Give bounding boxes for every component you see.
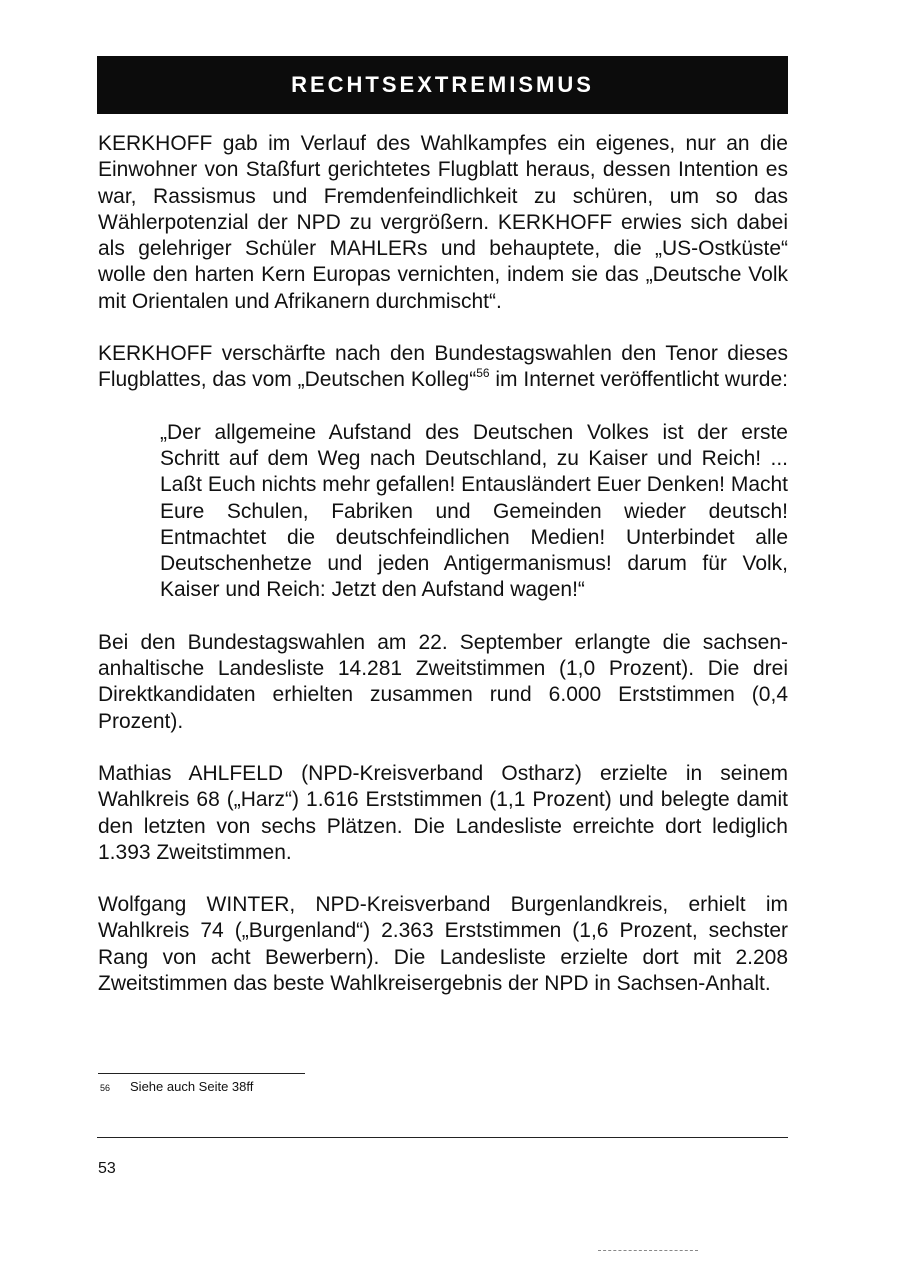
paragraph-3: Bei den Bundestagswahlen am 22. September erlangte die sachsen-anhaltische Landesliste 14.281 Zweitstimmen (1,0 Prozent). Die drei Direktkandidaten erhielten zusammen rund 6.000 Erststimmen (0,4 Prozent). xyxy=(98,630,788,733)
block-quote: „Der allgemeine Aufstand des Deutschen Volkes ist der erste Schritt auf dem Weg nach Deutschland, zu Kaiser und Reich! ... Laßt Euch nichts mehr gefallen! Entausländert Euer Denken! Macht Eure Schulen, Fabriken und Gemeinden wieder deutsch! Entmachtet die deutschfeindlichen Medien! Unterbindet alle Deutschenhetze und jeden Antigermanismus! darum für Volk, Kaiser und Reich: Jetzt den Aufstand wagen!“ xyxy=(160,420,789,602)
paragraph-5: Wolfgang WINTER, NPD-Kreisverband Burgenlandkreis, erhielt im Wahlkreis 74 („Burgenland“) 2.363 Erststimmen (1,6 Prozent, sechster Rang von acht Bewerbern). Die Landesliste erzielte dort mit 2.208 Zweitstimmen das beste Wahlkreisergebnis der NPD in Sachsen-Anhalt. xyxy=(98,893,788,996)
body-text xyxy=(98,131,788,1023)
header-bar xyxy=(97,56,788,114)
paragraph-2-text-b: im Internet veröffentlicht wurde: xyxy=(489,368,788,392)
paragraph-4: Mathias AHLFELD (NPD-Kreisverband Ostharz) erzielte in seinem Wahlkreis 68 („Harz“) 1.616 Erststimmen (1,1 Prozent) und belegte damit den letzten von sechs Plätzen. Die Landesliste erreichte dort lediglich 1.393 Zweitstimmen. xyxy=(98,761,788,864)
footer-divider xyxy=(97,1137,788,1138)
page-number: 53 xyxy=(98,1160,116,1177)
paragraph-2 xyxy=(98,341,788,394)
footnote-text: Siehe auch Seite 38ff xyxy=(130,1079,254,1094)
paragraph-2-text-a: KERKHOFF verschärfte nach den Bundestagswahlen den Tenor dieses Flugblattes, das vom „Deutschen Kolleg“ xyxy=(98,342,788,392)
scan-artifact xyxy=(598,1250,698,1251)
footnote-reference[interactable]: 56 xyxy=(476,366,490,381)
footnote-number: 56 xyxy=(100,1083,111,1093)
paragraph-1: KERKHOFF gab im Verlauf des Wahlkampfes ein eigenes, nur an die Einwohner von Staßfurt gerichtetes Flugblatt heraus, dessen Intention es war, Rassismus und Fremdenfeindlichkeit zu schüren, um so das Wählerpotenzial der NPD zu vergrößern. KERKHOFF erwies sich dabei als gelehriger Schüler MAHLERs und behauptete, die „US-Ostküste“ wolle den harten Kern Europas vernichten, indem sie das „Deutsche Volk mit Orientalen und Afrikanern durchmischt“. xyxy=(98,132,788,313)
footnote xyxy=(100,1079,253,1094)
page-header-title: RECHTSEXTREMISMUS xyxy=(291,72,594,97)
footnote-divider xyxy=(98,1073,305,1074)
